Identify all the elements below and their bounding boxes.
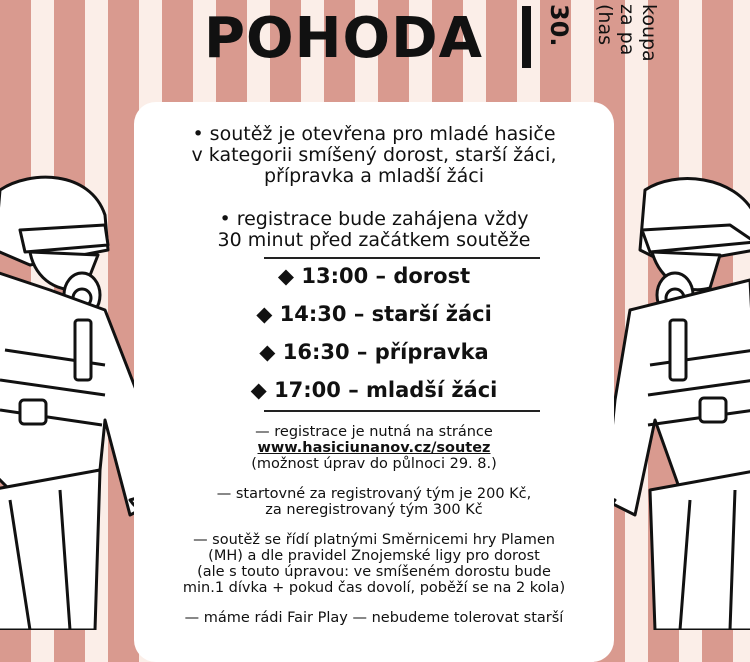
intro-line-1: • soutěž je otevřena pro mladé hasiče: [192, 123, 556, 145]
schedule-bottom-divider: [264, 410, 540, 412]
schedule-dash: –: [348, 378, 359, 402]
info-card: [134, 102, 614, 662]
schedule-time: 16:30: [282, 340, 350, 364]
rules-line-3: (ale s touto úpravou: ve smíšeném dorostu bude: [197, 564, 551, 580]
schedule-item: [134, 302, 614, 326]
registration-deadline-note: (možnost úprav do půlnoci 29. 8.): [251, 456, 497, 472]
diamond-bullet-icon: ◆: [277, 264, 295, 288]
schedule-dash: –: [353, 302, 365, 326]
rules-line-1: — soutěž se řídí platnými Směrnicemi hry Plamen: [193, 532, 555, 548]
schedule-category: přípravka: [374, 340, 489, 364]
schedule-category: dorost: [393, 264, 471, 288]
schedule-category: starší žáci: [371, 302, 492, 326]
side-line-2: za pa: [616, 4, 638, 56]
side-line-3: koupa: [638, 4, 660, 62]
fee-line-1: — startovné za registrovaný tým je 200 Kč,: [216, 486, 532, 502]
schedule-time: 14:30: [279, 302, 347, 326]
diamond-bullet-icon: ◆: [259, 340, 276, 364]
rules-line-2: (MH) a dle pravidel Znojemské ligy pro dorost: [208, 548, 540, 564]
schedule-top-divider: [264, 257, 540, 259]
schedule-item: [134, 340, 614, 364]
title-divider-bar: [522, 6, 531, 68]
intro-line-3: přípravka a mladší žáci: [264, 165, 484, 187]
schedule-item: [134, 264, 614, 288]
registration-line-2: 30 minut před začátkem soutěže: [217, 229, 531, 251]
schedule-dash: –: [356, 340, 368, 364]
schedule-item: [134, 378, 614, 402]
diamond-bullet-icon: ◆: [256, 302, 273, 326]
registration-link[interactable]: www.hasiciunanov.cz/soutez: [257, 440, 491, 456]
registration-line-1: • registrace bude zahájena vždy: [219, 208, 529, 230]
rules-line-4: min.1 dívka + pokud čas dovolí, poběží se na 2 kola): [182, 580, 566, 596]
poster-title: POHODA: [204, 6, 483, 71]
fee-line-2: za neregistrovaný tým 300 Kč: [265, 502, 483, 518]
schedule-dash: –: [375, 264, 387, 288]
date-fragment: 30.: [545, 4, 573, 47]
fairplay-line: — máme rádi Fair Play — nebudeme tolerovat starší: [184, 610, 564, 626]
schedule-category: mladší žáci: [366, 378, 498, 402]
schedule-time: 13:00: [301, 264, 369, 288]
intro-line-2: v kategorii smíšený dorost, starší žáci,: [191, 144, 557, 166]
schedule-time: 17:00: [274, 378, 341, 402]
side-line-1: (has: [594, 4, 616, 45]
registration-note-line: — registrace je nutná na stránce: [255, 424, 493, 440]
diamond-bullet-icon: ◆: [250, 378, 267, 402]
